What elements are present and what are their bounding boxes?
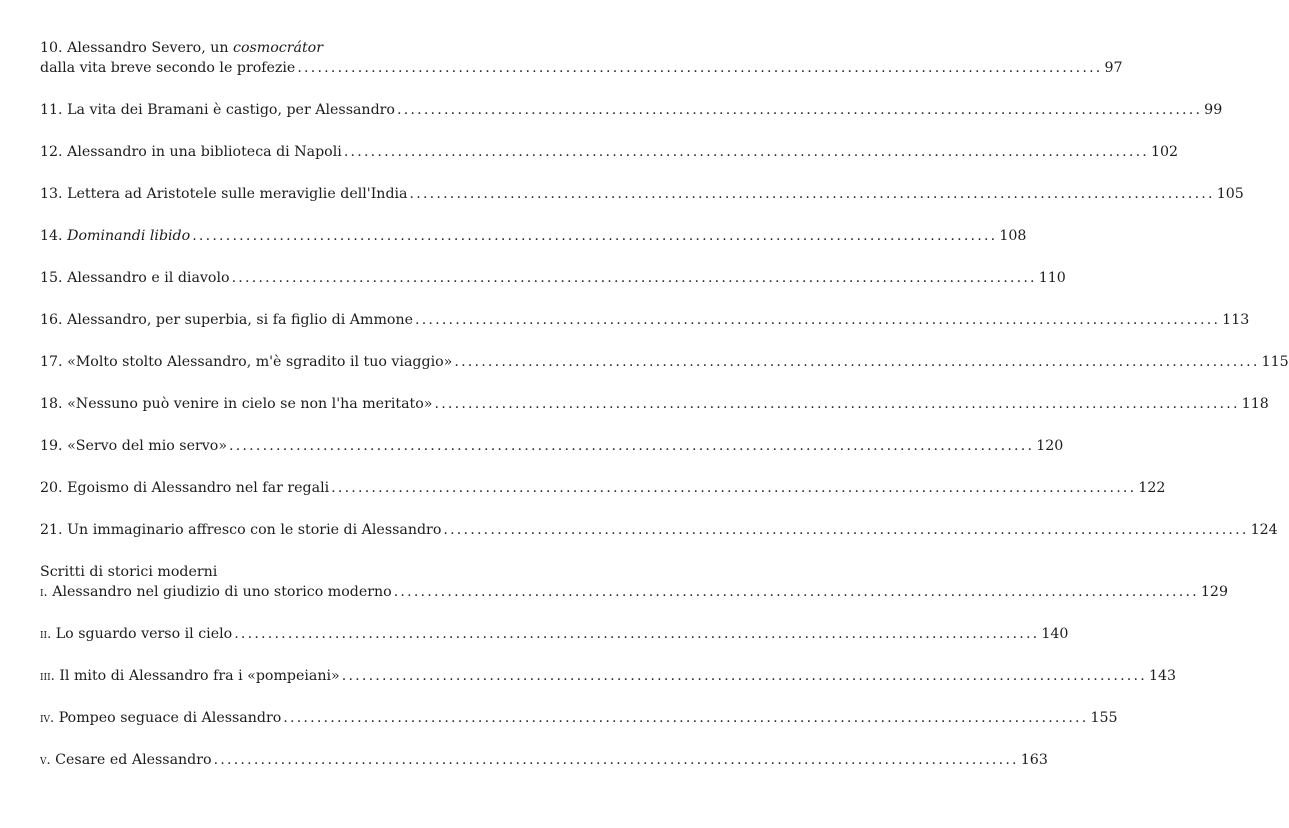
toc-entry-iii — [40, 666, 1177, 686]
dot-leader: ........................................................................................................................ — [297, 60, 1103, 76]
toc-entry-18 — [40, 394, 1269, 414]
toc-entry-20 — [40, 478, 1166, 498]
page-number: 97 — [1104, 60, 1123, 76]
dot-leader: ........................................................................................................................ — [229, 438, 1035, 454]
entry-number: iii. — [40, 669, 55, 684]
entry-title: Un immaginario affresco con le storie di Alessandro — [67, 522, 442, 538]
entry-title: Alessandro in una biblioteca di Napoli — [67, 144, 342, 160]
entry-title: «Servo del mio servo» — [67, 438, 228, 454]
page-number: 143 — [1148, 668, 1177, 684]
entry-title: Egoismo di Alessandro nel far regali — [67, 480, 330, 496]
entry-title-italic: cosmocrátor — [233, 40, 323, 56]
entry-number: 10. — [40, 40, 63, 56]
dot-leader: ........................................................................................................................ — [331, 480, 1137, 496]
entry-title: Cesare ed Alessandro — [55, 752, 212, 768]
dot-leader: ........................................................................................................................ — [434, 396, 1240, 412]
toc-entry-iv — [40, 708, 1118, 728]
toc-entry-10 — [40, 38, 1123, 78]
dot-leader: ........................................................................................................................ — [343, 144, 1149, 160]
dot-leader: ........................................................................................................................ — [234, 626, 1040, 642]
entry-number: ii. — [40, 627, 52, 642]
entry-number: v. — [40, 753, 51, 768]
entry-number: 21. — [40, 522, 63, 538]
entry-number: 16. — [40, 312, 63, 328]
entry-title: «Nessuno può venire in cielo se non l'ha meritato» — [67, 396, 433, 412]
page-number: 122 — [1138, 480, 1166, 496]
dot-leader: ........................................................................................................................ — [393, 584, 1199, 600]
entry-title: Lettera ad Aristotele sulle meraviglie dell'India — [67, 186, 408, 202]
entry-title: Alessandro nel giudizio di uno storico moderno — [52, 584, 392, 600]
entry-title: Alessandro e il diavolo — [67, 270, 230, 286]
section-modern-historians — [40, 562, 1228, 602]
page-number: 110 — [1038, 270, 1066, 286]
page-number: 163 — [1020, 752, 1048, 768]
entry-number: 13. — [40, 186, 63, 202]
toc-entry-10-line-1 — [40, 38, 458, 58]
toc-entry-14 — [40, 226, 1027, 246]
page-number: 115 — [1261, 354, 1289, 370]
dot-leader: ........................................................................................................................ — [454, 354, 1260, 370]
dot-leader: ........................................................................................................................ — [283, 710, 1089, 726]
entry-title: La vita dei Bramani è castigo, per Alessandro — [67, 102, 395, 118]
entry-number: iv. — [40, 711, 55, 726]
dot-leader: ........................................................................................................................ — [231, 270, 1037, 286]
entry-title: Lo sguardo verso il cielo — [55, 626, 233, 642]
toc-entry-12 — [40, 142, 1179, 162]
dot-leader: ........................................................................................................................ — [409, 186, 1215, 202]
entry-number: 18. — [40, 396, 63, 412]
page-number: 124 — [1250, 522, 1278, 538]
toc-entry-21 — [40, 520, 1278, 540]
table-of-contents — [40, 38, 1289, 770]
dot-leader: ........................................................................................................................ — [213, 752, 1019, 768]
page-number: 155 — [1090, 710, 1118, 726]
entry-number: 11. — [40, 102, 63, 118]
toc-entry-ii — [40, 624, 1069, 644]
entry-number: 15. — [40, 270, 63, 286]
toc-entry-19 — [40, 436, 1064, 456]
page-number: 129 — [1200, 584, 1228, 600]
page-number: 140 — [1041, 626, 1069, 642]
toc-entry-i — [40, 582, 1228, 602]
toc-entry-17 — [40, 352, 1289, 372]
toc-entry-16 — [40, 310, 1250, 330]
entry-title: Alessandro, per superbia, si fa figlio di Ammone — [67, 312, 413, 328]
dot-leader: ........................................................................................................................ — [341, 668, 1147, 684]
page-number: 113 — [1222, 312, 1250, 328]
entry-number: 19. — [40, 438, 63, 454]
page-number: 118 — [1241, 396, 1269, 412]
section-heading: Scritti di storici moderni — [40, 564, 218, 580]
entry-title: Il mito di Alessandro fra i «pompeiani» — [59, 668, 340, 684]
toc-entry-15 — [40, 268, 1066, 288]
page-number: 102 — [1151, 144, 1179, 160]
entry-title-italic: Dominandi libido — [67, 228, 191, 244]
entry-number: 12. — [40, 144, 63, 160]
toc-entry-10-line-2 — [40, 58, 1123, 78]
dot-leader: ........................................................................................................................ — [396, 102, 1203, 118]
entry-title: Alessandro Severo, un — [67, 40, 229, 56]
entry-number: 14. — [40, 228, 63, 244]
dot-leader: ........................................................................................................................ — [414, 312, 1221, 328]
entry-title: «Molto stolto Alessandro, m'è sgradito il tuo viaggio» — [67, 354, 453, 370]
entry-title: Pompeo seguace di Alessandro — [58, 710, 282, 726]
entry-number: 17. — [40, 354, 63, 370]
entry-title-continued: dalla vita breve secondo le profezie — [40, 60, 296, 76]
dot-leader: ........................................................................................................................ — [192, 228, 998, 244]
entry-number: 20. — [40, 480, 63, 496]
page-number: 120 — [1036, 438, 1064, 454]
toc-entry-11 — [40, 100, 1223, 120]
toc-entry-v — [40, 750, 1048, 770]
page-number: 108 — [999, 228, 1027, 244]
entry-number: i. — [40, 585, 48, 600]
dot-leader: ........................................................................................................................ — [443, 522, 1249, 538]
page-number: 99 — [1204, 102, 1223, 118]
page-number: 105 — [1216, 186, 1244, 202]
toc-entry-13 — [40, 184, 1244, 204]
